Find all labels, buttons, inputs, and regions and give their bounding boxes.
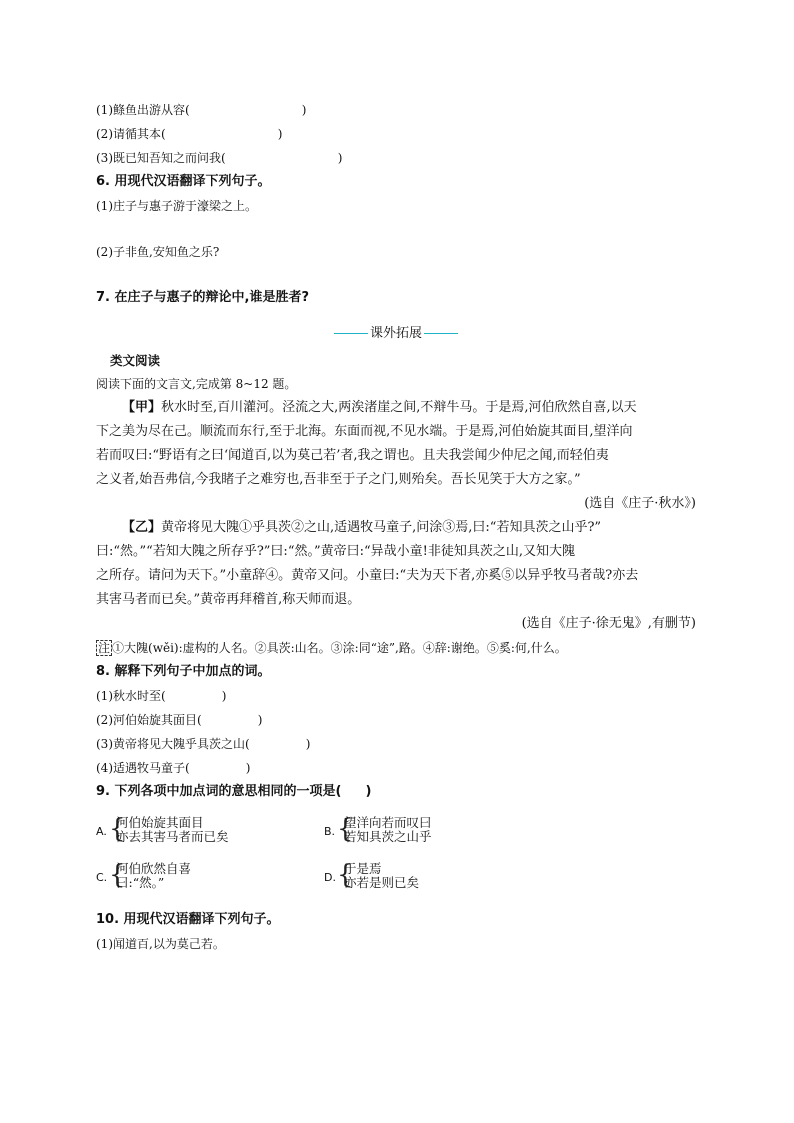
q5-item-3: (3)既已知吾知之而问我( ) (96, 151, 343, 165)
divider (424, 333, 458, 334)
passage-line: 下之美为尽在己。顺流而东行,至于北海。东面而视,不见水端。于是焉,河伯始旋其面目,望洋向 (96, 424, 633, 439)
passage-source: (选自《庄子·秋水》) (584, 496, 696, 511)
passage-label: 【甲】 (122, 400, 162, 415)
option-line: 若知具茨之山乎 (344, 829, 432, 844)
q6-item-1: (1)庄子与惠子游于濠梁之上。 (96, 199, 257, 213)
note-text: ①大隗(wěi):虚构的人名。②具茨:山名。③涂:同“途”,路。④辞:谢绝。⑤奚:何,什么。 (112, 641, 567, 655)
passage-yi (96, 516, 696, 612)
q8-title: 8. 解释下列句子中加点的词。 (96, 664, 271, 679)
option-line: 河伯欣然自喜 (116, 861, 192, 876)
q8-item-1: (1)秋水时至( ) (96, 689, 227, 703)
answer-space[interactable] (96, 218, 696, 240)
q7-title: 7. 在庄子与惠子的辩论中,谁是胜者? (96, 290, 309, 305)
brace-icon: { (109, 814, 126, 844)
q6-title: 6. 用现代汉语翻译下列句子。 (96, 174, 271, 189)
q9-options-row-1 (96, 812, 696, 858)
passage-jia (96, 396, 696, 492)
option-line: 亦去其害马者而已矣 (116, 829, 229, 844)
option-line: 于是焉 (344, 861, 382, 876)
q8-item-3: (3)黄帝将见大隗乎具茨之山( ) (96, 737, 311, 751)
brace-icon: { (337, 860, 354, 890)
q10-item-1: (1)闻道百,以为莫己若。 (96, 937, 225, 951)
worksheet-page (96, 98, 696, 956)
divider (334, 333, 368, 334)
option-label: D. (324, 871, 336, 884)
q5-item-1: (1)鲦鱼出游从容( ) (96, 103, 307, 117)
q9-options-row-2 (96, 858, 696, 904)
section-subtitle: 类文阅读 (110, 353, 161, 368)
q5-item-2: (2)请循其本( ) (96, 127, 283, 141)
passage-line: 秋水时至,百川灌河。泾流之大,两涘渚崖之间,不辩牛马。于是焉,河伯欣然自喜,以天 (161, 400, 637, 415)
answer-space[interactable] (96, 264, 696, 286)
brace-icon: { (109, 860, 126, 890)
option-label: B. (324, 825, 336, 838)
option-line: 亦若是则已矣 (344, 875, 420, 890)
note-badge: 注 (98, 641, 111, 655)
passage-line: 之所存。请问为天下。”小童辞④。黄帝又问。小童曰:“夫为天下者,亦奚⑤以异乎牧马者哉?亦去 (96, 568, 639, 583)
option-label: C. (96, 871, 108, 884)
q8-item-2: (2)河伯始旋其面目( ) (96, 713, 263, 727)
q9-title: 9. 下列各项中加点词的意思相同的一项是( ) (96, 784, 372, 799)
option-line: 曰:“然。” (116, 875, 165, 890)
q10-title: 10. 用现代汉语翻译下列句子。 (96, 912, 280, 927)
section-header (96, 322, 696, 346)
section-title: 课外拓展 (369, 326, 422, 341)
q6-item-2: (2)子非鱼,安知鱼之乐? (96, 245, 220, 259)
brace-icon: { (337, 814, 354, 844)
passage-line: 曰:“然。”“若知大隗之所存乎?”曰:“然。”黄帝曰:“异哉小童!非徒知具茨之山,又知大隗 (96, 544, 575, 559)
passage-line: 若而叹曰:“野语有之曰‘闻道百,以为莫己若’者,我之谓也。且夫我尝闻少仲尼之闻,而轻伯夷 (96, 448, 609, 463)
option-line: 河伯始旋其面目 (116, 815, 204, 830)
passage-source: (选自《庄子·徐无鬼》,有删节) (521, 616, 696, 631)
passage-line: 其害马者而已矣。”黄帝再拜稽首,称天师而退。 (96, 592, 361, 607)
passage-line: 黄帝将见大隗①乎具茨②之山,适遇牧马童子,问涂③焉,曰:“若知具茨之山乎?” (161, 520, 602, 535)
q8-item-4: (4)适遇牧马童子( ) (96, 761, 251, 775)
passage-label: 【乙】 (122, 520, 162, 535)
passage-line: 之义者,始吾弗信,今我睹子之难穷也,吾非至于子之门,则殆矣。吾长见笑于大方之家。” (96, 472, 581, 487)
option-label: A. (96, 825, 107, 838)
option-line: 望洋向若而叹曰 (344, 815, 432, 830)
reading-intro: 阅读下面的文言文,完成第 8~12 题。 (96, 377, 297, 391)
notes (96, 636, 696, 660)
